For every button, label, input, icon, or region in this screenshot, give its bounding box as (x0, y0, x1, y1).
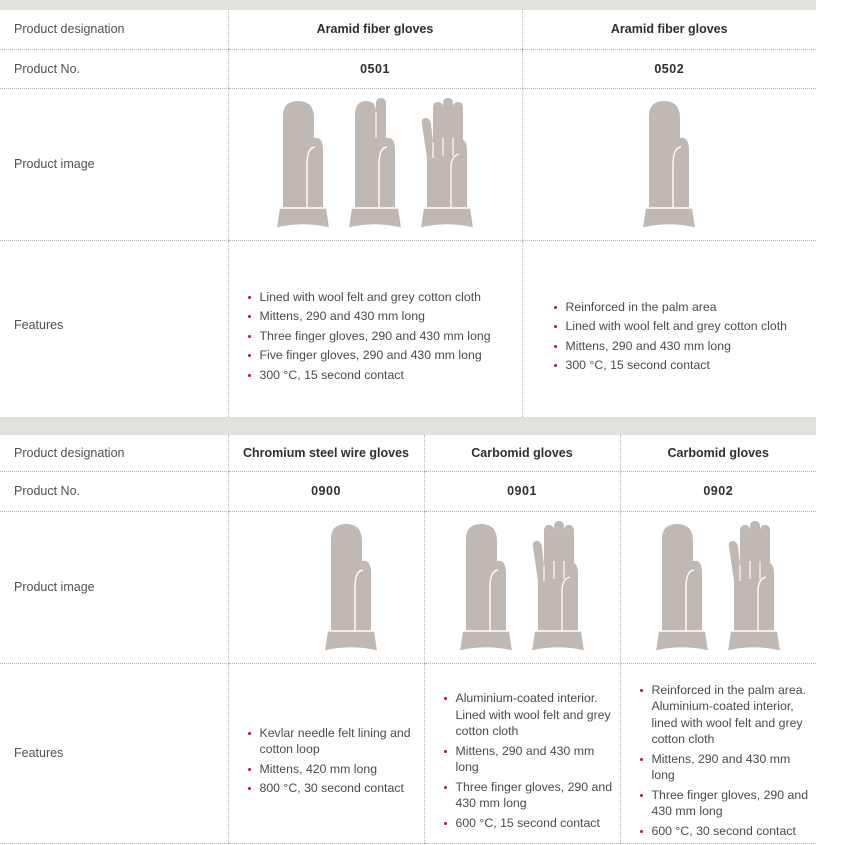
designation-label: Product designation (0, 435, 228, 471)
feature-item: 800 °C, 30 second contact (247, 780, 416, 797)
product-number-label: Product No. (0, 49, 228, 88)
product-number: 0902 (620, 471, 816, 511)
features-cell (228, 663, 424, 843)
product-image-cell (424, 511, 620, 663)
features-cell (620, 663, 816, 843)
product-name: Carbomid gloves (620, 435, 816, 471)
feature-item: 600 °C, 30 second contact (639, 823, 813, 840)
product-image-cell (522, 88, 816, 240)
product-image-label: Product image (0, 88, 228, 240)
product-number: 0900 (228, 471, 424, 511)
feature-item: Three finger gloves, 290 and 430 mm long (443, 779, 614, 812)
five-finger-glove-icon (529, 521, 587, 653)
feature-item: Mittens, 290 and 430 mm long (639, 751, 813, 784)
product-name: Chromium steel wire gloves (228, 435, 424, 471)
five-finger-glove-icon (418, 98, 476, 230)
feature-item: Reinforced in the palm area. Aluminium-coated interior, lined with wool felt and grey cotton cloth (639, 682, 813, 748)
product-image-row (0, 88, 816, 240)
mitten-glove-icon (457, 521, 515, 653)
product-number: 0901 (424, 471, 620, 511)
feature-list (639, 682, 813, 840)
mitten-glove-icon (640, 98, 698, 230)
product-image-label: Product image (0, 511, 228, 663)
feature-list (553, 299, 807, 374)
mitten-glove-icon (274, 98, 332, 230)
product-name: Aramid fiber gloves (228, 10, 522, 49)
features-row (0, 240, 816, 417)
feature-item: Three finger gloves, 290 and 430 mm long (639, 787, 813, 820)
feature-item: Kevlar needle felt lining and cotton loop (247, 725, 416, 758)
product-image-cell (228, 88, 522, 240)
feature-list (247, 289, 512, 384)
product-name: Aramid fiber gloves (522, 10, 816, 49)
feature-item: Three finger gloves, 290 and 430 mm long (247, 328, 512, 345)
features-cell (228, 240, 522, 417)
features-cell (522, 240, 816, 417)
feature-item: Reinforced in the palm area (553, 299, 807, 316)
mitten-glove-icon (653, 521, 711, 653)
spec-table-steel-carbomid (0, 435, 816, 844)
feature-item: Lined with wool felt and grey cotton cloth (247, 289, 512, 306)
top-band (0, 0, 816, 10)
product-number-row (0, 471, 816, 511)
three-finger-glove-icon (346, 98, 404, 230)
product-image-row (0, 511, 816, 663)
feature-item: Lined with wool felt and grey cotton cloth (553, 318, 807, 335)
spec-table-aramid (0, 10, 816, 418)
product-number-label: Product No. (0, 471, 228, 511)
feature-list (247, 725, 416, 797)
designation-row (0, 435, 816, 471)
feature-list (443, 690, 614, 831)
product-number-row (0, 49, 816, 88)
features-row (0, 663, 816, 843)
features-cell (424, 663, 620, 843)
product-number: 0501 (228, 49, 522, 88)
feature-item: 300 °C, 15 second contact (553, 357, 807, 374)
product-name: Carbomid gloves (424, 435, 620, 471)
section-divider-band (0, 417, 816, 435)
feature-item: Mittens, 290 and 430 mm long (247, 308, 512, 325)
feature-item: Mittens, 420 mm long (247, 761, 416, 778)
feature-item: Five finger gloves, 290 and 430 mm long (247, 347, 512, 364)
feature-item: Aluminium-coated interior. Lined with wool felt and grey cotton cloth (443, 690, 614, 740)
feature-item: 300 °C, 15 second contact (247, 367, 512, 384)
designation-row (0, 10, 816, 49)
product-image-cell (228, 511, 424, 663)
feature-item: Mittens, 290 and 430 mm long (443, 743, 614, 776)
designation-label: Product designation (0, 10, 228, 49)
features-label: Features (0, 240, 228, 417)
features-label: Features (0, 663, 228, 843)
mitten-glove-icon (322, 521, 380, 653)
product-number: 0502 (522, 49, 816, 88)
feature-item: 600 °C, 15 second contact (443, 815, 614, 832)
feature-item: Mittens, 290 and 430 mm long (553, 338, 807, 355)
five-finger-glove-icon (725, 521, 783, 653)
product-image-cell (620, 511, 816, 663)
